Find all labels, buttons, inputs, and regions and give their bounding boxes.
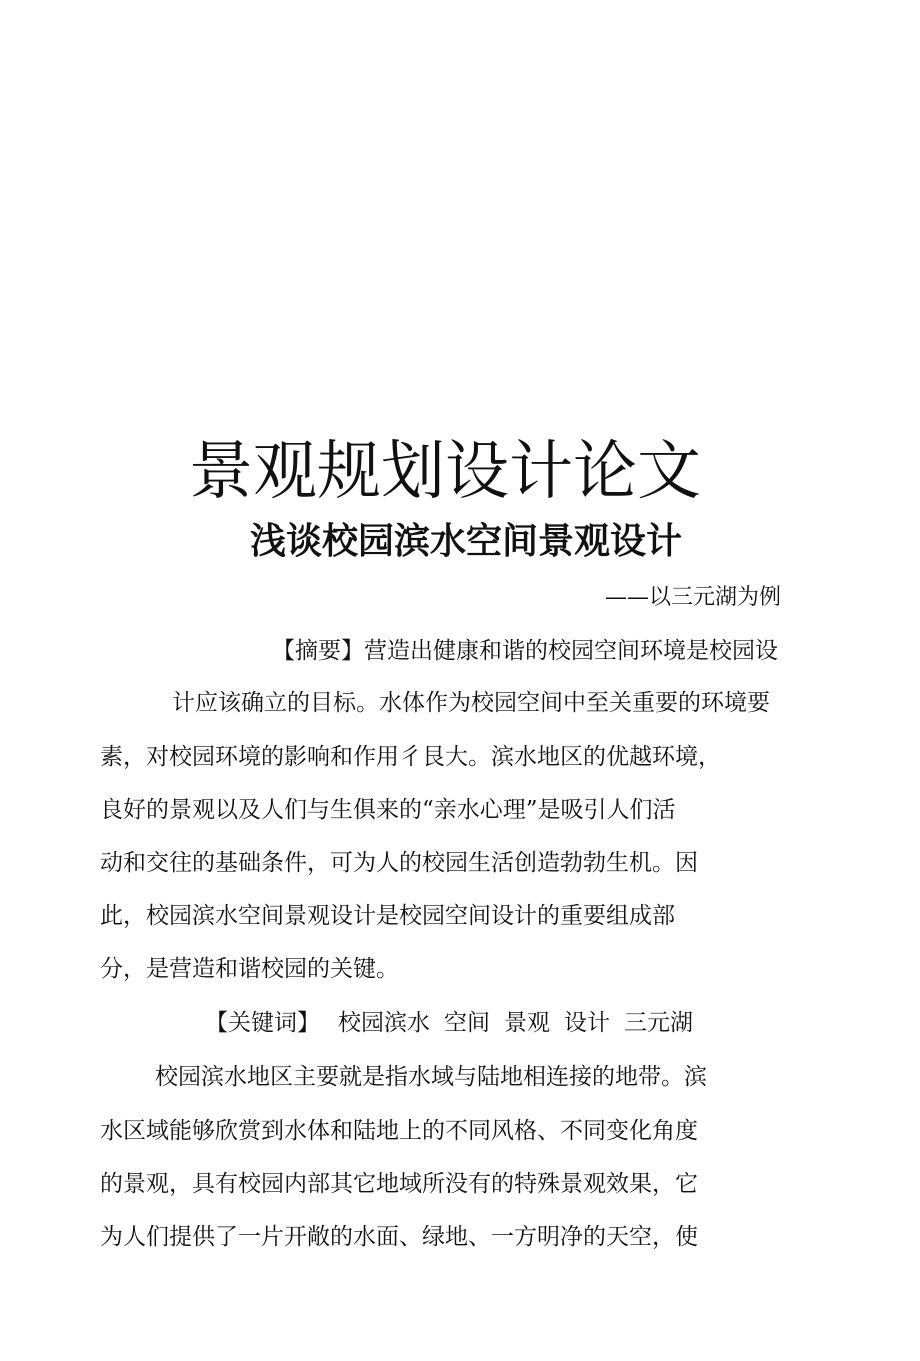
abstract-line: 动和交往的基础条件，可为人的校园生活创造勃勃生机。因	[100, 850, 698, 876]
body-line: 校园滨水地区主要就是指水域与陆地相连接的地带。滨	[155, 1064, 707, 1090]
abstract-line: 分，是营造和谐校园的关键。	[100, 956, 399, 982]
document-subtitle: 浅谈校园滨水空间景观设计	[250, 520, 683, 562]
abstract-line: 素，对校园环境的影响和作用彳艮大。滨水地区的优越环境，	[100, 744, 721, 770]
document-byline: ——以三元湖为例	[605, 585, 782, 610]
keywords-label: 【关键词】	[205, 1010, 320, 1036]
body-line: 的景观，具有校园内部其它地域所没有的特殊景观效果，它	[100, 1171, 698, 1197]
abstract-line: 良好的景观以及人们与生俱来的“亲水心理”是吸引人们活	[100, 797, 676, 823]
keyword-term: 三元湖	[624, 1010, 693, 1036]
abstract-line: 【摘要】营造出健康和谐的校园空间环境是校园设	[272, 638, 778, 664]
body-line: 水区域能够欣赏到水体和陆地上的不同风格、不同变化角度	[100, 1118, 698, 1144]
body-line: 为人们提供了一片开敞的水面、绿地、一方明净的天空，使	[100, 1224, 698, 1250]
keyword-term: 设计	[564, 1010, 610, 1036]
abstract-line: 此，校园滨水空间景观设计是校园空间设计的重要组成部	[100, 903, 675, 929]
abstract-line: 计应该确立的目标。水体作为校园空间中至关重要的环境要	[172, 690, 770, 716]
keyword-term: 空间	[444, 1010, 490, 1036]
document-title: 景观规划设计论文	[189, 435, 701, 509]
keyword-term: 景观	[504, 1010, 550, 1036]
keyword-term: 校园滨水	[338, 1010, 430, 1036]
keywords	[205, 1006, 693, 1040]
